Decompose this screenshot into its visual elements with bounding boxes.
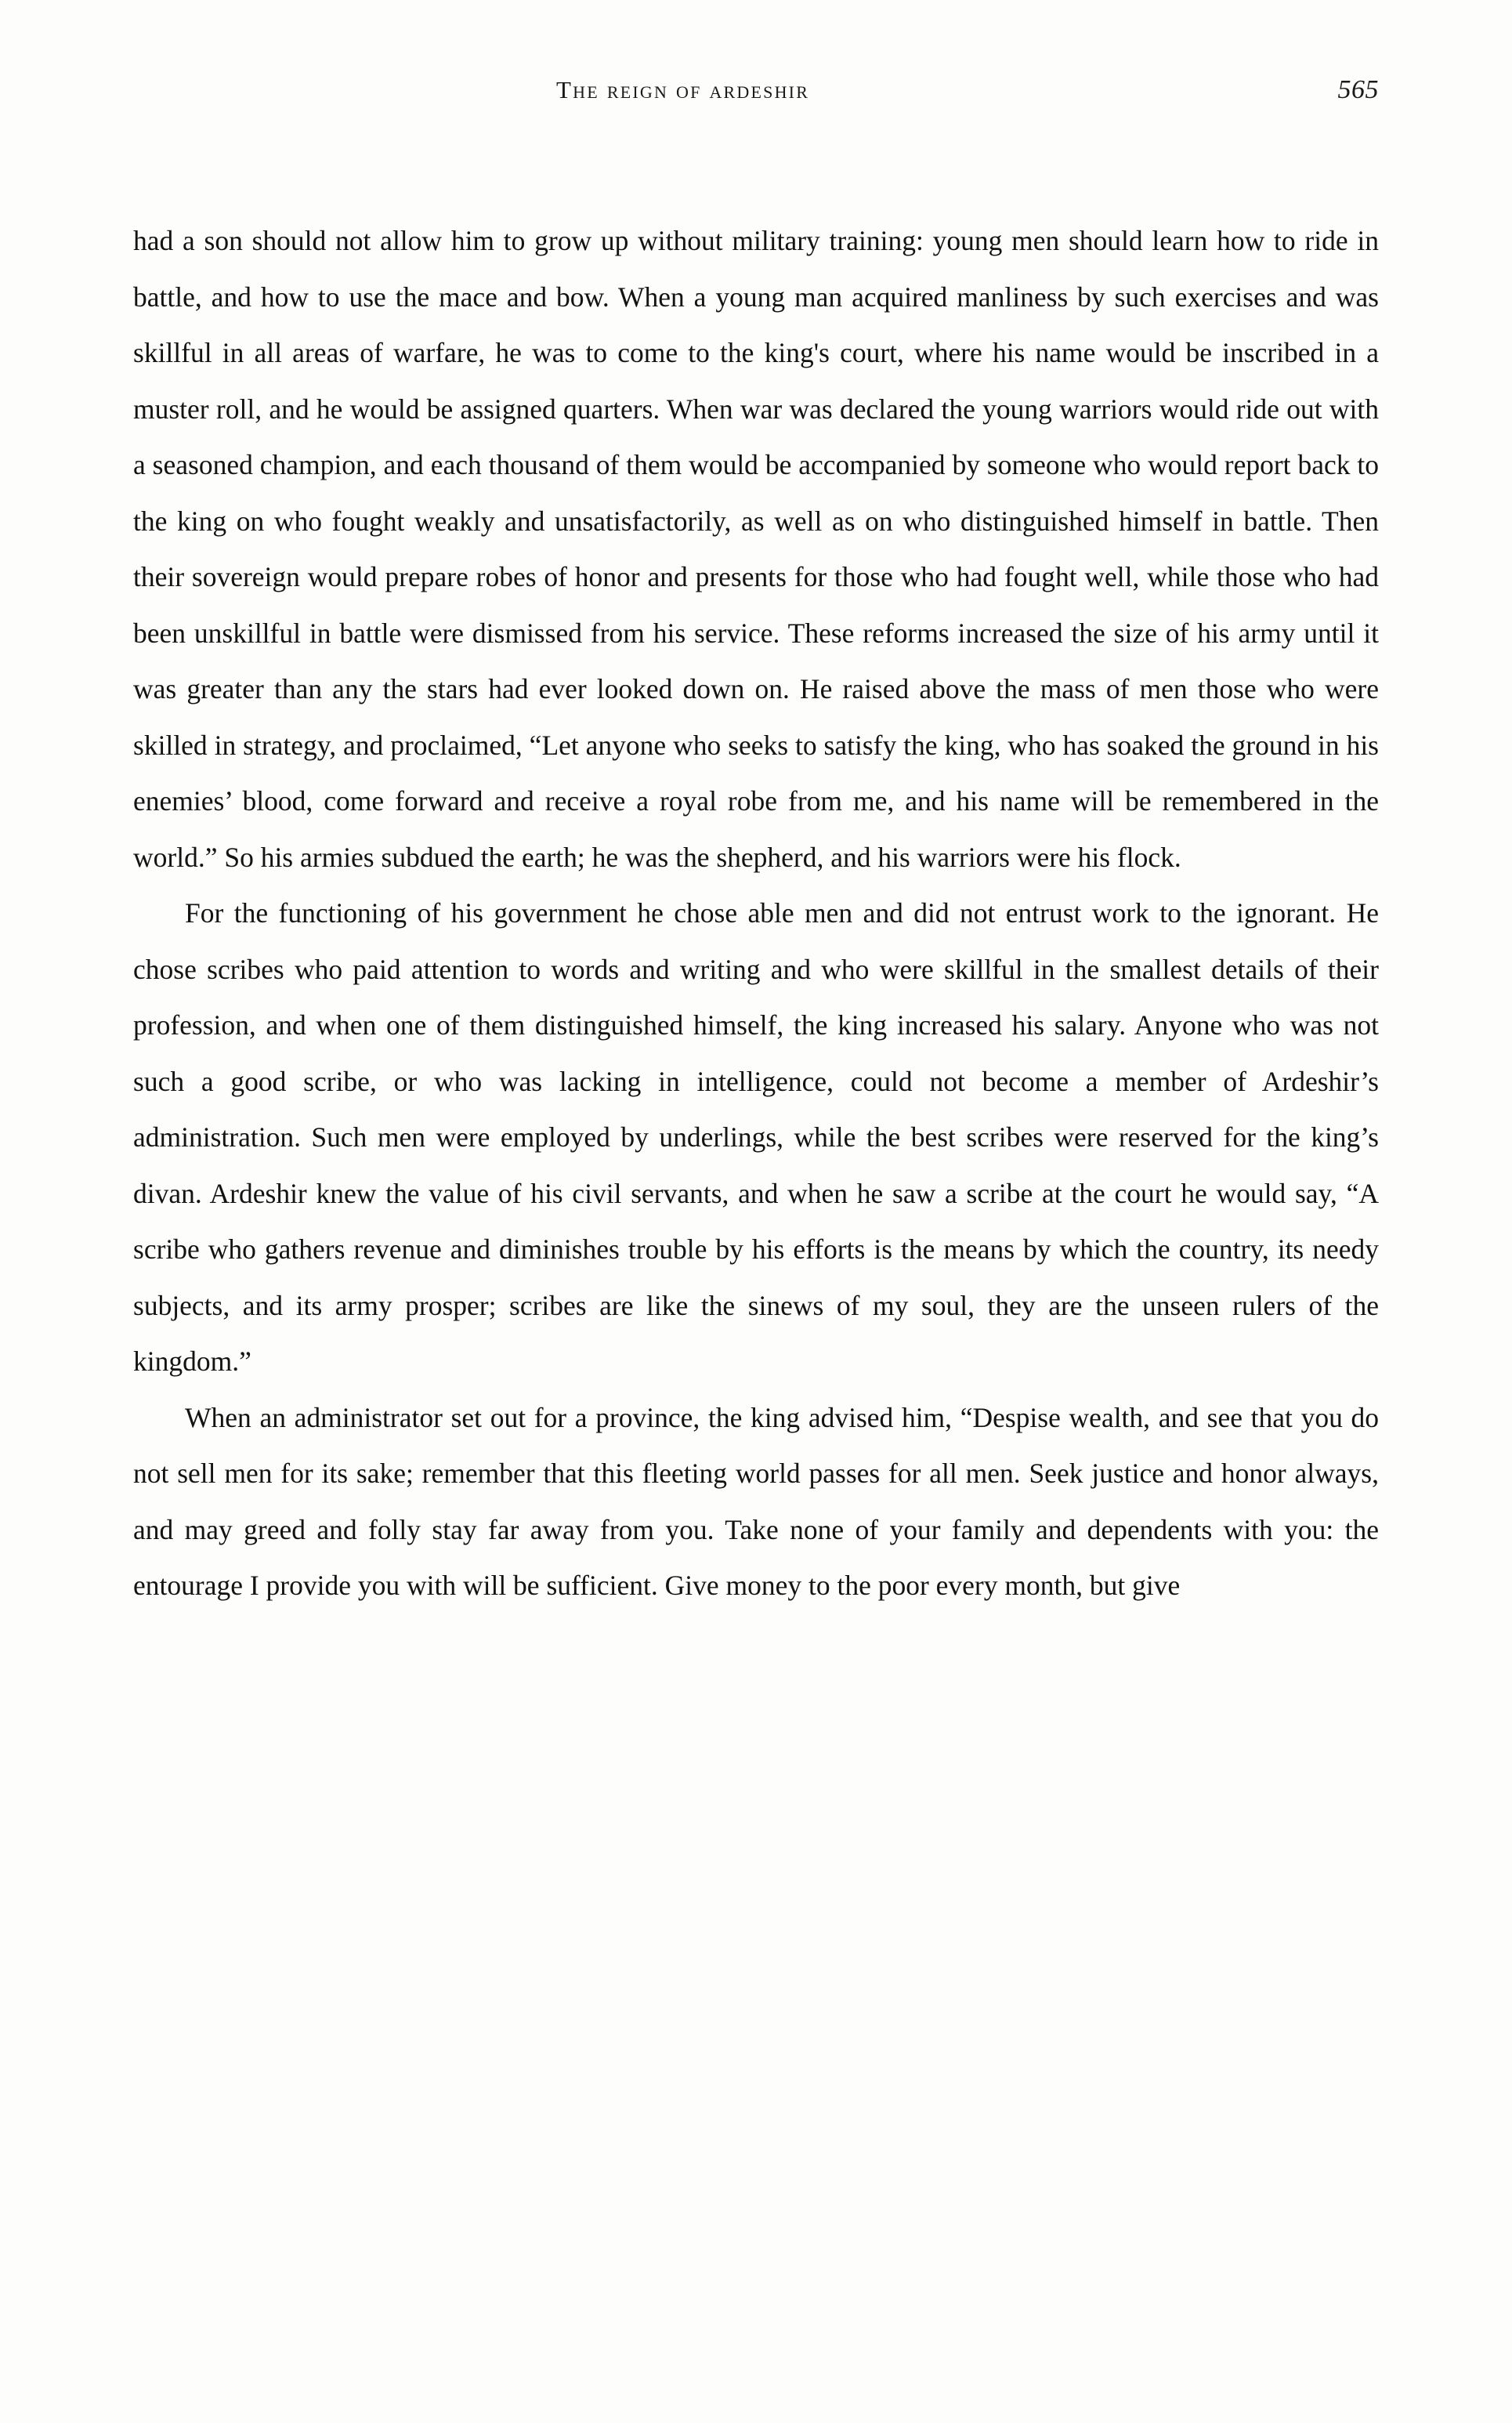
paragraph: For the functioning of his government he chose able men and did not entrust work to the ignorant. He chose scribes who paid attention to words and writing and who were skillful in the smallest details of their profession, and when one of them distinguished himself, the king increased his salary. Anyone who was not such a good scribe, or who was lacking in intelligence, could not become a member of Ardeshir’s administration. Such men were employed by underlings, while the best scribes were reserved for the king’s divan. Ardeshir knew the value of his civil servants, and when he saw a scribe at the court he would say, “A scribe who gathers revenue and diminishes trouble by his efforts is the means by which the country, its needy subjects, and its army prosper; scribes are like the sinews of my soul, they are the unseen rulers of the kingdom.” (133, 897, 1379, 1377)
paragraph: had a son should not allow him to grow up without military training: young men should learn how to ride in battle, and how to use the mace and bow. When a young man acquired manliness by such exercises and was skillful in all areas of warfare, he was to come to the king's court, where his name would be inscribed in a muster roll, and he would be assigned quarters. When war was declared the young warriors would ride out with a seasoned champion, and each thousand of them would be accompanied by someone who would report back to the king on who fought weakly and unsatisfactorily, as well as on who distinguished himself in battle. Then their sovereign would prepare robes of honor and presents for those who had fought well, while those who had been unskillful in battle were dismissed from his service. These reforms increased the size of his army until it was greater than any the stars had ever looked down on. He raised above the mass of men those who were skilled in strategy, and proclaimed, “Let anyone who seeks to satisfy the king, who has soaked the ground in his enemies’ blood, come forward and receive a royal robe from me, and his name will be remembered in the world.” So his armies subdued the earth; he was the shepherd, and his warriors were his flock. (133, 225, 1379, 873)
body-text (133, 213, 1379, 1614)
running-head (133, 75, 1379, 105)
page-number: 565 (1337, 75, 1379, 104)
running-head-title: The reign of ardeshir (556, 76, 810, 103)
paragraph: When an administrator set out for a province, the king advised him, “Despise wealth, and see that you do not sell men for its sake; remember that this fleeting world passes for all men. Seek justice and honor always, and may greed and folly stay far away from you. Take none of your family and dependents with you: the entourage I provide you with will be sufficient. Give money to the poor every month, but give (133, 1401, 1379, 1601)
